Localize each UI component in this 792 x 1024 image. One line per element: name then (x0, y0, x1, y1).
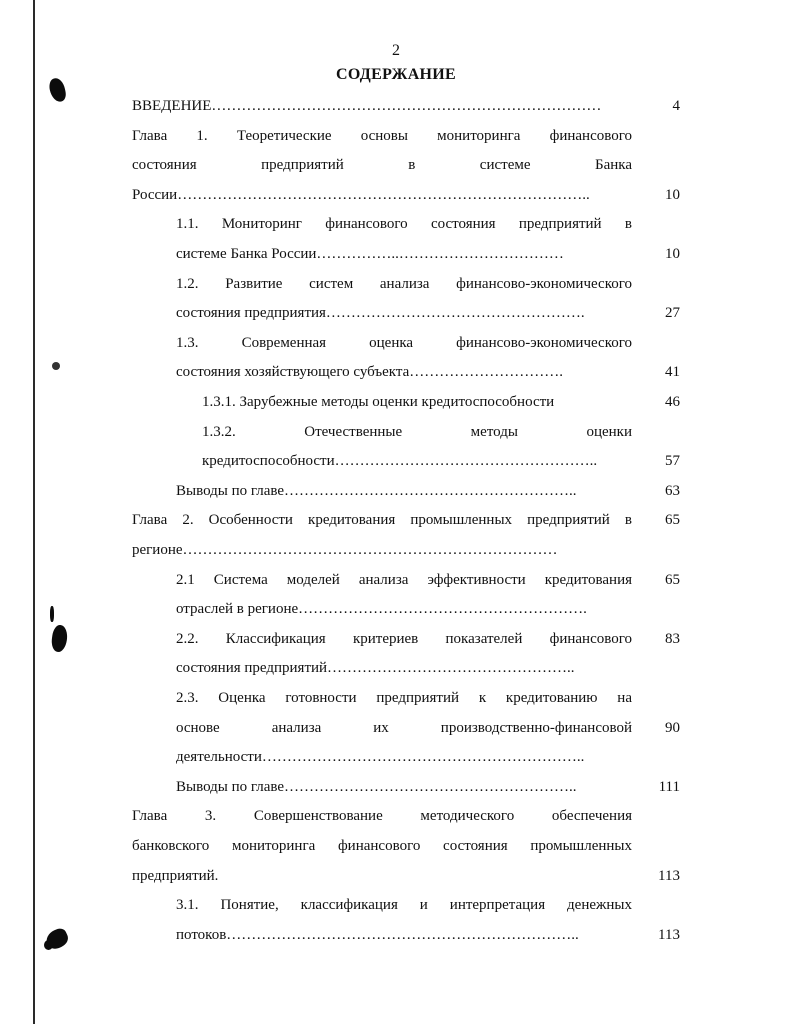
toc-entry-line: предприятий. (132, 867, 219, 884)
toc-page-number: 4 (672, 98, 680, 114)
toc-entry-line: 1.3.1. Зарубежные методы оценки кредитоспособности (202, 394, 555, 410)
toc-entry-line: ВВЕДЕНИЕ…………………………………………………………………… (132, 98, 602, 114)
toc-entry-line: 1.3.2. Отечественные методы оценки (202, 423, 632, 440)
toc-title: СОДЕРЖАНИЕ (335, 66, 457, 83)
toc-entry-line: деятельности……………………………………………………….. (176, 749, 585, 766)
toc-page-number: 90 (665, 719, 680, 736)
scan-blot (44, 940, 53, 950)
scan-page-edge (33, 0, 35, 1024)
toc-entry-line: состояния предприятий………………………………………….. (176, 660, 575, 677)
scan-blot (52, 362, 60, 370)
toc-page-number: 111 (658, 778, 680, 795)
toc-entry-line: 1.1. Мониторинг финансового состояния предприятий в (176, 216, 632, 233)
toc-entry-line: Глава 2. Особенности кредитования промышленных предприятий в (132, 512, 632, 529)
toc-page-number: 113 (658, 867, 680, 884)
toc-page-number: 57 (665, 453, 680, 470)
toc-entry-line: потоков…………………………………………………………….. (176, 926, 579, 943)
toc-entry-line: кредитоспособности…………………………………………….. (202, 453, 598, 470)
toc-page-number: 65 (665, 512, 680, 529)
toc-page-number: 10 (665, 186, 680, 203)
toc-entry-line: России……………………………………………………………………….. (132, 186, 590, 203)
toc-entry-line: системе Банка России……………..…………………………… (176, 246, 564, 262)
toc-page-number: 83 (665, 630, 680, 647)
toc-page-number: 41 (665, 364, 680, 381)
scan-blot (50, 606, 54, 622)
page-number: 2 (392, 42, 400, 59)
toc-entry-line: Глава 1. Теоретические основы мониторинга финансового (132, 127, 632, 144)
toc-entry-line: Выводы по главе………………………………………………….. (176, 482, 577, 499)
scan-blot (50, 624, 69, 653)
toc-entry-line: 2.2. Классификация критериев показателей финансового (176, 630, 632, 647)
toc-entry-line: отраслей в регионе…………………………………………………. (176, 601, 587, 618)
toc-entry-line: 1.2. Развитие систем анализа финансово-экономического (176, 275, 632, 292)
toc-entry-line: состояния предприятий в системе Банка (132, 157, 632, 174)
toc-entry-line: 3.1. Понятие, классификация и интерпретация денежных (176, 897, 632, 914)
toc-entry-line: Глава 3. Совершенствование методического обеспечения (132, 808, 632, 825)
toc-page-number: 65 (665, 571, 680, 588)
toc-page-number: 27 (665, 305, 680, 322)
toc-entry-line: 2.3. Оценка готовности предприятий к кредитованию на (176, 690, 632, 706)
toc-entry-line: основе анализа их производственно-финансовой (176, 719, 632, 736)
toc-entry-line: 2.1 Система моделей анализа эффективности кредитования (176, 571, 632, 588)
toc-entry-line: 1.3. Современная оценка финансово-экономического (176, 334, 632, 351)
toc-entry-line: состояния предприятия……………………………………………. (176, 305, 585, 322)
toc-page-number: 63 (665, 482, 680, 499)
toc-entry-line: регионе………………………………………………………………… (132, 542, 558, 558)
toc-entry-line: Выводы по главе………………………………………………….. (176, 778, 577, 795)
toc-page-number: 46 (665, 394, 680, 410)
toc-entry-line: состояния хозяйствующего субъекта…………………………. (176, 364, 564, 381)
toc-page-number: 113 (658, 926, 680, 943)
toc-page-number: 10 (665, 246, 680, 262)
toc-entry-line: банковского мониторинга финансового состояния промышленных (132, 838, 632, 854)
